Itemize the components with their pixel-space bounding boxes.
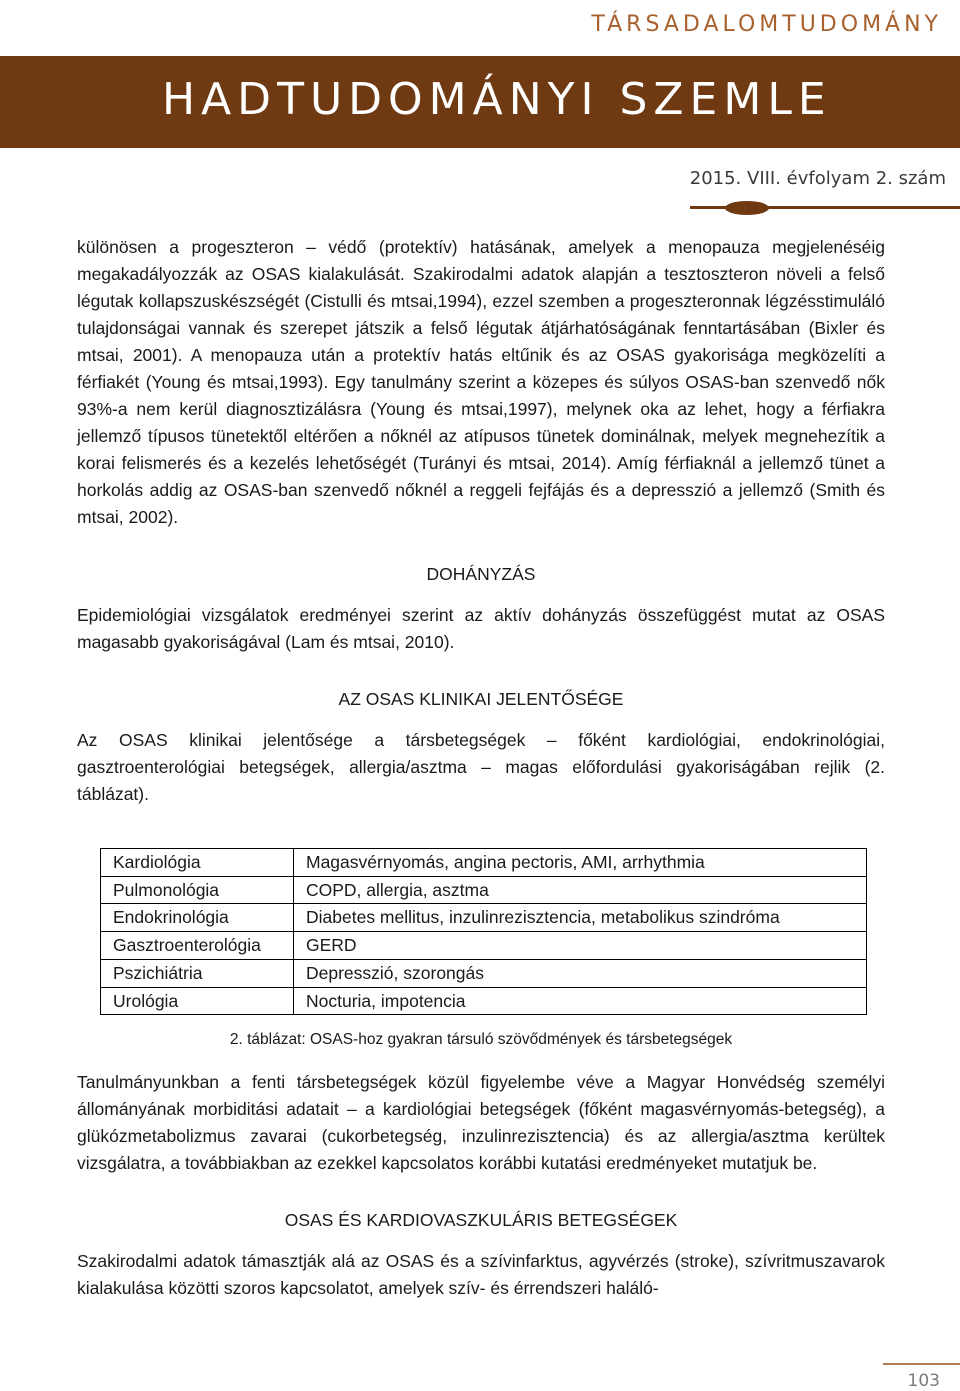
paragraph-4: Tanulmányunkban a fenti társbetegségek közül figyelembe véve a Magyar Honvédség személyi állományának morbiditási adatait – a kardiológiai betegségek (főként magasvérnyomás-betegség), a glükózmetabolizmus zavarai (cukorbetegség, inzulinrezisztencia) és az allergia/asztma kerültek vizsgálatra, a továbbiakban az ezekkel kapcsolatos korábbi kutatási eredményeket mutatjuk be. xyxy=(77,1072,885,1174)
table-cell: GERD xyxy=(294,932,867,960)
journal-title: HADTUDOMÁNYI SZEMLE xyxy=(162,74,832,125)
header-ornament xyxy=(725,201,769,215)
table-row xyxy=(101,932,867,960)
paragraph-5: Szakirodalmi adatok támasztják alá az OSAS és a szívinfarktus, agyvérzés (stroke), szívritmuszavarok kialakulása közötti szoros kapcsolatot, amelyek szív- és érrendszeri haláló- xyxy=(77,1251,885,1299)
page-content xyxy=(77,234,885,1302)
issue-info: 2015. VIII. évfolyam 2. szám xyxy=(689,168,946,189)
table-row xyxy=(101,987,867,1015)
table-row xyxy=(101,849,867,877)
table-row xyxy=(101,959,867,987)
section-label: TÁRSADALOMTUDOMÁNY xyxy=(591,12,942,37)
table-cell: Nocturia, impotencia xyxy=(294,987,867,1015)
comorbidity-table xyxy=(100,848,867,1015)
page-number-rule xyxy=(883,1363,960,1365)
table-cell: Pulmonológia xyxy=(101,876,294,904)
table-cell: Endokrinológia xyxy=(101,904,294,932)
heading-dohanyzas: DOHÁNYZÁS xyxy=(426,564,536,584)
paragraph-3: Az OSAS klinikai jelentősége a társbetegségek – főként kardiológiai, endokrinológiai, gasztroenterológiai betegségek, allergia/asztma – magas előfordulási gyakoriságában rejlik (2. táblázat). xyxy=(77,730,885,804)
table-cell: Magasvérnyomás, angina pectoris, AMI, arrhythmia xyxy=(294,849,867,877)
page-number: 103 xyxy=(907,1371,940,1391)
table-caption: 2. táblázat: OSAS-hoz gyakran társuló szövődmények és társbetegségek xyxy=(229,1031,733,1049)
table-cell: Kardiológia xyxy=(101,849,294,877)
table-cell: Urológia xyxy=(101,987,294,1015)
table-cell: Diabetes mellitus, inzulinrezisztencia, metabolikus szindróma xyxy=(294,904,867,932)
table-row xyxy=(101,904,867,932)
table-cell: COPD, allergia, asztma xyxy=(294,876,867,904)
table-cell: Depresszió, szorongás xyxy=(294,959,867,987)
heading-klinikai-jelentoseg: AZ OSAS KLINIKAI JELENTŐSÉGE xyxy=(338,689,624,709)
paragraph-1: különösen a progeszteron – védő (protektív) hatásának, amelyek a menopauza megjelenéséig megakadályozzák az OSAS kialakulását. Szakirodalmi adatok alapján a tesztoszteron növeli a felső légutak kollapszuskészségét (Cistulli és mtsai,1994), ezzel szemben a progeszteronnak légzésstimuláló tulajdonságai vannak és szerepet játszik a felső légutak átjárhatóságának fenntartásában (Bixler és mtsai, 2001). A menopauza után a protektív hatás eltűnik és az OSAS gyakorisága megközelíti a férfiakét (Young és mtsai,1993). Egy tanulmány szerint a közepes és súlyos OSAS-ban szenvedő nők 93%-a nem kerül diagnosztizálásra (Young és mtsai,1997), melynek oka az lehet, hogy a férfiakra jellemző típusos tünetektől eltérően a nőknél az atípusos tünetek dominálnak, melyek megnehezítik a korai felismerés és a kezelés lehetőségét (Turányi és mtsai, 2014). Amíg férfiaknál a jellemző tünet a horkolás addig az OSAS-ban szenvedő nőknél a reggeli fejfájás és a depresszió a jellemző (Smith és mtsai, 2002). xyxy=(77,237,885,527)
table-row xyxy=(101,876,867,904)
table-cell: Pszichiátria xyxy=(101,959,294,987)
table-cell: Gasztroenterológia xyxy=(101,932,294,960)
paragraph-2: Epidemiológiai vizsgálatok eredményei szerint az aktív dohányzás összefüggést mutat az OSAS magasabb gyakoriságával (Lam és mtsai, 2010). xyxy=(77,605,885,652)
heading-kardiovaszkularis: OSAS ÉS KARDIOVASZKULÁRIS BETEGSÉGEK xyxy=(284,1210,678,1231)
